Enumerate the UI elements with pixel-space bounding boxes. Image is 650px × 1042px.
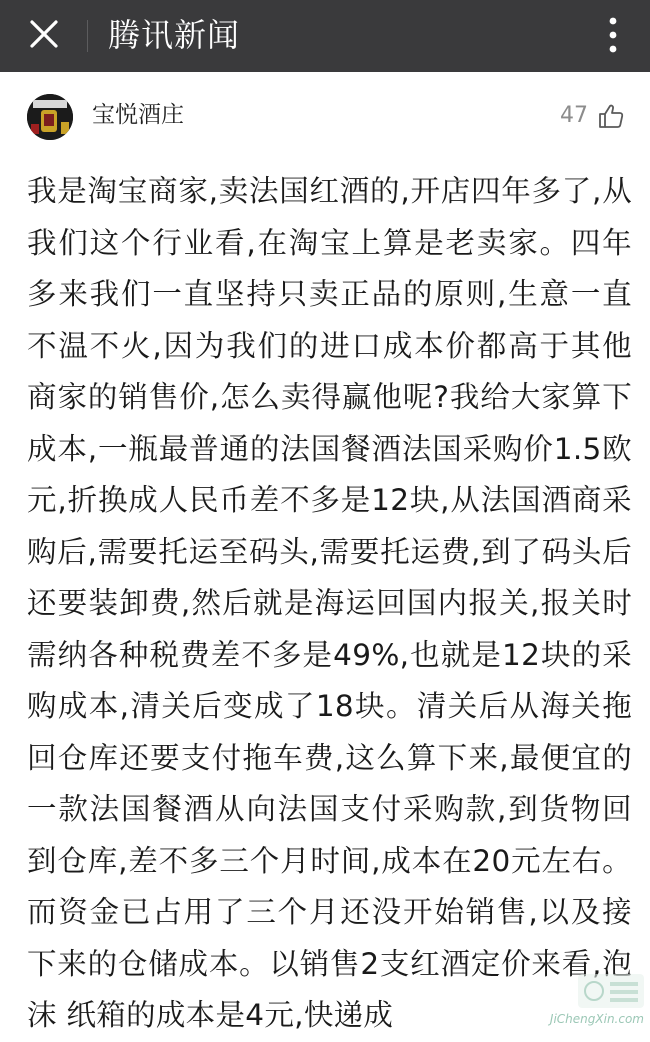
avatar-image [27,94,73,140]
top-navigation-bar [0,0,650,72]
avatar[interactable] [27,94,73,140]
thumbs-up-icon [598,103,624,129]
page-title: 腾讯新闻 [108,11,240,59]
site-watermark [520,970,648,1028]
watermark-logo [520,970,648,1014]
more-vertical-icon [608,17,618,53]
author-row [0,90,650,146]
close-icon [29,19,59,49]
article-body: 我是淘宝商家,卖法国红酒的,开店四年多了,从我们这个行业看,在淘宝上算是老卖家。四年多来我们一直坚持只卖正品的原则,生意一直不温不火,因为我们的进口成本价都高于其他商家的销售价,怎么卖得赢他呢?我给大家算下成本,一瓶最普通的法国餐酒法国采购价1.5欧元,折换成人民币差不多是12块,从法国酒商采购后,需要托运至码头,需要托运费,到了码头后还要装卸费,然后就是海运回国内报关,报关时需纳各种税费差不多是49%,也就是12块的采购成本,清关后变成了18块。清关后从海关拖回仓库还要支付拖车费,这么算下来,最便宜的一款法国餐酒从向法国支付采购款,到货物回到仓库,差不多三个月时间,成本在20元左右。而资金已占用了三个月还没开始销售,以及接下来的仓储成本。以销售2支红酒定价来看,泡沫 纸箱的成本是4元,快递成 [27,166,632,1042]
like-button[interactable] [560,100,624,132]
like-count: 47 [560,100,588,132]
watermark-text: JiChengXin.com [550,1012,644,1026]
header-divider [87,20,88,52]
more-options-button[interactable] [598,10,628,60]
close-button[interactable] [22,12,66,56]
author-name[interactable]: 宝悦酒庄 [92,99,184,131]
